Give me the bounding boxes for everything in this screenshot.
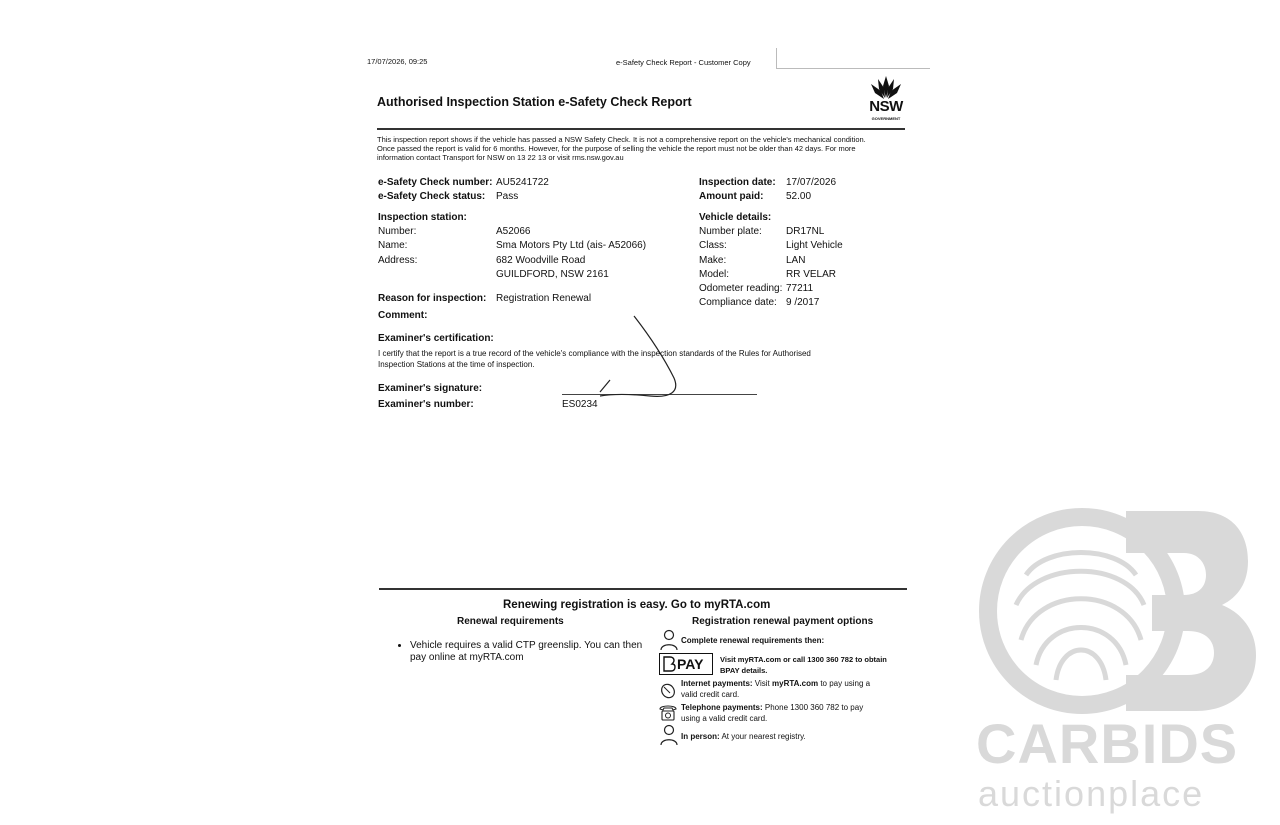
inperson-line <box>681 732 806 741</box>
amount-paid-label: Amount paid: <box>699 191 764 202</box>
internet-label: Internet payments: <box>681 679 753 688</box>
bpay-line-2: BPAY details. <box>720 666 768 675</box>
report-title: Authorised Inspection Station e-Safety Check Report <box>377 95 692 109</box>
examiner-number-label: Examiner's number: <box>378 399 474 410</box>
watermark-tagline: auctionplace <box>978 773 1205 814</box>
compliance-label: Compliance date: <box>699 297 777 308</box>
signature-label: Examiner's signature: <box>378 383 483 394</box>
internet-link: myRTA.com <box>772 679 819 688</box>
station-address-line1: 682 Woodville Road <box>496 255 586 266</box>
doc-header-title: e-Safety Check Report - Customer Copy <box>616 58 751 67</box>
check-status-value: Pass <box>496 191 519 202</box>
certification-line-2: Inspection Stations at the time of inspection. <box>378 360 535 369</box>
carbids-logo-mark <box>976 505 1260 717</box>
check-number-label: e-Safety Check number: <box>378 177 493 188</box>
scan-mark-line <box>776 68 930 69</box>
renewal-headline: Renewing registration is easy. Go to myRTA.com <box>503 599 771 611</box>
nsw-logo <box>866 74 906 126</box>
odometer-value: 77211 <box>786 283 814 294</box>
watermark-brand: CARBIDS <box>976 712 1239 775</box>
station-address-line2: GUILDFORD, NSW 2161 <box>496 269 609 280</box>
internet-text-c: to pay using a <box>818 679 871 688</box>
intro-line-3: information contact Transport for NSW on 13 22 13 or visit rms.nsw.gov.au <box>377 153 624 162</box>
options-heading: Registration renewal payment options <box>692 616 874 627</box>
model-label: Model: <box>699 269 730 280</box>
requirements-heading: Renewal requirements <box>457 616 564 627</box>
internet-line-2: valid credit card. <box>681 690 740 699</box>
model-value: RR VELAR <box>786 269 837 280</box>
plate-value: DR17NL <box>786 226 825 237</box>
amount-paid-value: 52.00 <box>786 191 812 202</box>
make-value: LAN <box>786 255 806 266</box>
requirement-line-1: Vehicle requires a valid CTP greenslip. You can then <box>410 640 643 651</box>
station-name-label: Name: <box>378 240 408 251</box>
requirements-list <box>396 640 642 664</box>
make-label: Make: <box>699 255 727 266</box>
vehicle-heading: Vehicle details: <box>699 212 772 223</box>
station-heading: Inspection station: <box>378 212 467 223</box>
bpay-logo <box>659 653 713 675</box>
inperson-label: In person: <box>681 732 720 741</box>
nsw-logo-subtext: GOVERNMENT <box>871 116 901 121</box>
certification-heading: Examiner's certification: <box>378 333 494 344</box>
waratah-icon <box>866 74 906 100</box>
examiner-number-value: ES0234 <box>562 399 598 410</box>
bpay-line-1: Visit myRTA.com or call 1300 360 782 to obtain <box>720 655 887 664</box>
nsw-logo-text: NSW <box>869 98 903 115</box>
person-icon <box>659 629 679 651</box>
station-number-label: Number: <box>378 226 417 237</box>
class-value: Light Vehicle <box>786 240 843 251</box>
intro-line-1: This inspection report shows if the vehicle has passed a NSW Safety Check. It is not a comprehensive report on the vehicle's mechanical condition. <box>377 135 866 144</box>
check-number-value: AU5241722 <box>496 177 549 188</box>
person-icon <box>659 724 679 746</box>
telephone-text: Phone 1300 360 782 to pay <box>762 703 864 712</box>
check-status-label: e-Safety Check status: <box>378 191 486 202</box>
signature-scribble <box>590 312 690 402</box>
class-label: Class: <box>699 240 727 251</box>
complete-requirements-text: Complete renewal requirements then: <box>681 636 825 645</box>
inperson-text: At your nearest registry. <box>719 732 806 741</box>
requirement-line-2: pay online at myRTA.com <box>410 652 524 663</box>
internet-line-1 <box>681 679 870 688</box>
comment-label: Comment: <box>378 310 428 321</box>
station-name-value: Sma Motors Pty Ltd (ais- A52066) <box>496 240 647 251</box>
inspection-date-value: 17/07/2026 <box>786 177 837 188</box>
telephone-line-1 <box>681 703 863 712</box>
bpay-logo-text: PAY <box>677 656 704 672</box>
station-address-label: Address: <box>378 255 418 266</box>
station-number-value: A52066 <box>496 226 531 237</box>
odometer-label: Odometer reading: <box>699 283 783 294</box>
inspection-date-label: Inspection date: <box>699 177 776 188</box>
requirement-item <box>410 640 642 664</box>
telephone-icon <box>658 702 678 722</box>
reason-value: Registration Renewal <box>496 293 592 304</box>
reason-label: Reason for inspection: <box>378 293 487 304</box>
title-divider <box>377 128 905 130</box>
scan-mark <box>776 48 777 68</box>
certification-line-1: I certify that the report is a true record of the vehicle's compliance with the inspection standards of the Rules for Authorised <box>378 349 811 358</box>
intro-line-2: Once passed the report is valid for 6 months. However, for the purpose of selling the vehicle the report must not be older than 42 days. For more <box>377 144 856 153</box>
telephone-line-2: using a valid credit card. <box>681 714 768 723</box>
telephone-label: Telephone payments: <box>681 703 763 712</box>
print-datetime: 17/07/2026, 09:25 <box>367 57 428 66</box>
renewal-divider <box>379 588 907 590</box>
internet-text-a: Visit <box>752 679 772 688</box>
bpay-b-icon <box>662 656 676 672</box>
plate-label: Number plate: <box>699 226 762 237</box>
mouse-icon <box>658 680 678 700</box>
compliance-value: 9 /2017 <box>786 297 820 308</box>
